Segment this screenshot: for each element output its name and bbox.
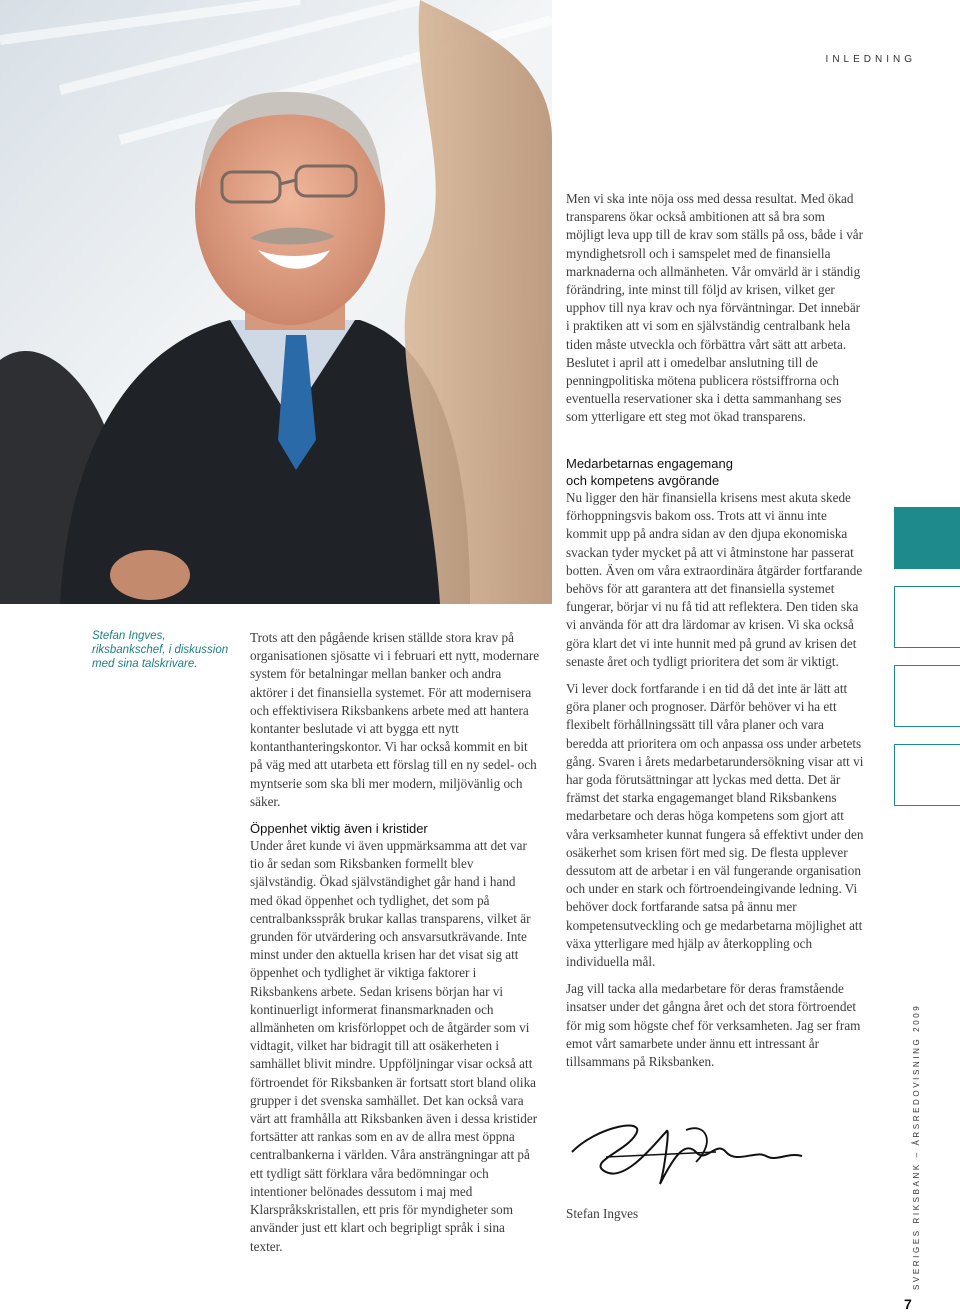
handwritten-signature — [566, 1112, 806, 1192]
right-text-column-bottom — [566, 455, 866, 1080]
left-text-column — [250, 629, 540, 1265]
section-heading-openness: Öppenhet viktig även i kristider — [250, 821, 428, 837]
running-footer: SVERIGES RIKSBANK – ÅRSREDOVISNING 2009 — [912, 1003, 921, 1290]
portrait-illustration — [0, 0, 552, 604]
crisis-paragraph: Nu ligger den här finansiella krisens mest akuta skede förhoppningsvis bakom oss. Trots att vi ännu inte kommit upp på andra sidan av den djupa ekonomiska svackan tyder mycket på att vi åtminstone har passerat botten. Även om våra extraordinära åtgärder fortfarande behövs för att garantera att det finansiella systemet fungerar, börjar vi nu få tid att reflektera. Den tiden ska vi använda för att dra lärdomar av krisen. Vi ska också göra klart det vi inte hunnit med på grund av krisen det senaste året och tydligt prioritera det som är viktigt. — [566, 490, 863, 669]
section-tab — [894, 586, 960, 648]
portrait-photo — [0, 0, 552, 604]
photo-caption: Stefan Ingves, riksbankschef, i diskussion med sina talskrivare. — [92, 630, 229, 670]
page-number: 7 — [904, 1296, 912, 1312]
section-heading-staff — [566, 455, 866, 489]
section-tab — [894, 744, 960, 806]
planning-paragraph: Vi lever dock fortfarande i en tid då det inte är lätt att göra planer och prognoser. Därför behöver vi ha ett flexibelt förhållningssätt till våra planer och vara beredda att prioritera om och anpassa oss under arbetets gång. Svaren i årets medarbetarundersökning visar att vi har goda förutsättningar att lyckas med detta. Det är främst det starka engagemanget bland Riksbankens medarbetare och deras höga kompetens som gjort att våra verksamheter kunnat fungera så effektivt under den osäkerhet som krisen fört med sig. De flesta upplever dessutom att de arbetar i en väl fungerande organisation och under en stark och förtroendeingivande ledning. Vi behöver dock fortfarande satsa på ännu mer kompetensutveckling och ge medarbetarna möjlighet att växa ytterligare med hjälp av återkoppling och individuella mål. — [566, 681, 864, 970]
openness-paragraph: Under året kunde vi även uppmärksamma att det var tio år sedan som Riksbanken formellt blev självständig. Ökad självständighet går hand i hand med ökad öppenhet och tydlighet, det som på centralbanksspråk brukar kallas transparens, vilket är grunden för utvärdering och ansvarsutkrävande. Inte minst under den aktuella krisen har det visat sig att öppenhet och tydlighet är viktiga faktorer i Riksbankens arbete. Sedan krisens början har vi kontinuerligt informerat finansmarknaden och allmänheten om krisförloppet och de åtgärder som vi vidtagit, vilket har bidragit till att osäkerheten i samhället blivit mindre. Uppföljningar visar också att förtroendet för Riksbanken är fortsatt stort bland olika grupper i det svenska samhället. Det kan också vara värt att framhålla att Riksbanken även i dessa kristider fortsätter att rankas som en av de allra mest öppna centralbankerna i världen. Våra ansträngningar att på ett tydligt sätt förklara våra bedömningar och intentioner belönades dessutom i maj med Klarspråkskristallen, ett pris för myndigheter som använder just ett klart och begripligt språk i sina texter. — [250, 838, 538, 1254]
section-heading-staff-line2: och kompetens avgörande — [566, 473, 720, 488]
intro-paragraph: Trots att den pågående krisen ställde stora krav på organisationen sjösatte vi i februari ett nytt, modernare system för betalningar mellan banker och andra aktörer i det finansiella systemet. För att modernisera och effektivisera Riksbankens arbete med att hantera kontanter beslutade vi att bygga ett nytt kontanthanteringskontor. Vi har också kommit en bit på väg med att utarbeta ett förslag till en ny sedel- och myntserie som ska bli mer modern, miljövänlig och säker. — [250, 630, 540, 809]
section-heading-staff-line1: Medarbetarnas engagemang — [566, 456, 733, 471]
thanks-paragraph: Jag vill tacka alla medarbetare för deras framstående insatser under det gångna året och det stora förtroendet för mig som högste chef för verksamheten. Jag ser fram emot vårt samarbete under ännu ett intressant år tillsammans på Riksbanken. — [566, 981, 861, 1070]
section-label: INLEDNING — [825, 54, 916, 65]
section-tab — [894, 665, 960, 727]
right-text-column-top — [566, 190, 866, 436]
section-tab-active — [894, 507, 960, 569]
signature-name: Stefan Ingves — [566, 1206, 639, 1221]
transparency-paragraph: Men vi ska inte nöja oss med dessa resultat. Med ökad transparens ökar också ambitionen att så bra som möjligt leva upp till de krav som ställs på oss, både i vår myndighetsroll och i samspelet med de finansiella marknaderna och allmänheten. Vår omvärld är i ständig förändring, inte minst till följd av krisen, vilket ger upphov till nya krav och nya förväntningar. Det innebär i praktiken att vi som en självständig centralbank hela tiden måste utveckla och förbättra vårt sätt att arbeta. Beslutet i april att i omedelbar anslutning till de penningpolitiska mötena publicera röstsiffrorna och eventuella reservationer ska i detta sammanhang ses som ytterligare ett steg mot ökad transparens. — [566, 191, 864, 425]
